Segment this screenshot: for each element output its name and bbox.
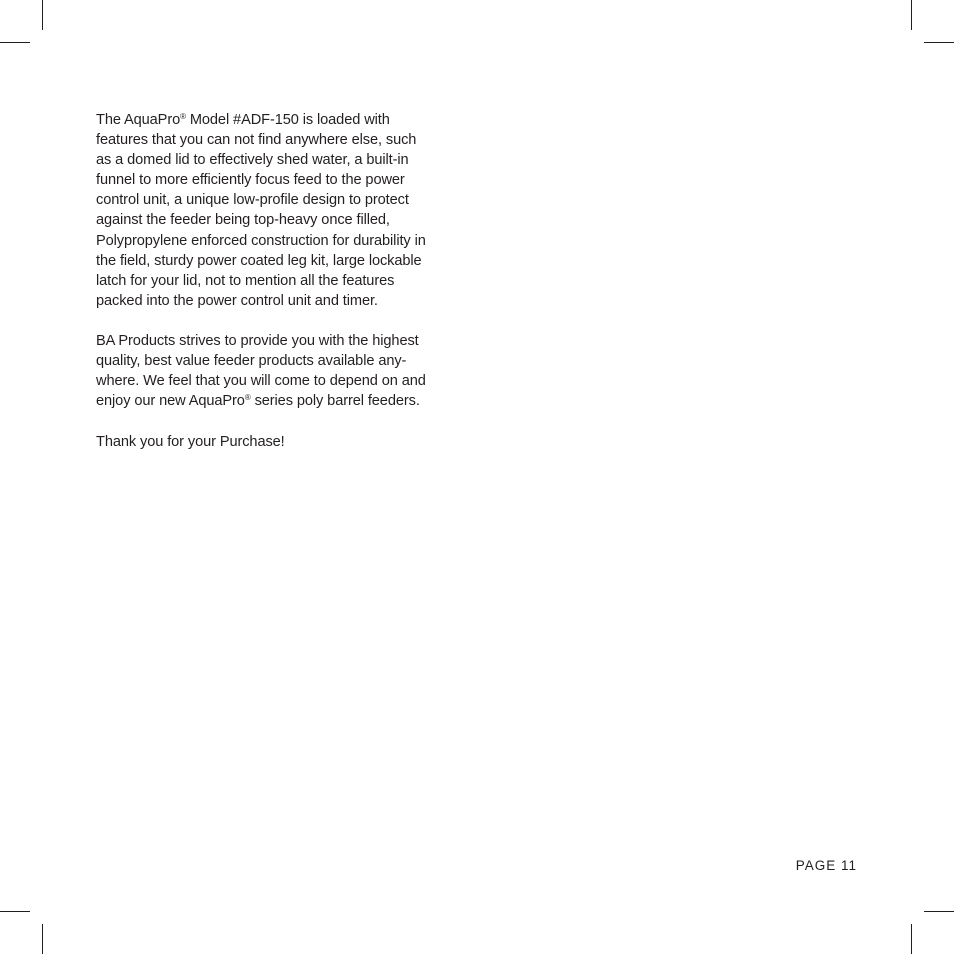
crop-mark-top-right-vertical <box>911 0 912 30</box>
intro-line-2: features that you can not find anywhere else, such <box>96 132 417 149</box>
intro-line-9: latch for your lid, not to mention all the features <box>96 272 395 289</box>
closing-paragraph <box>96 432 468 452</box>
closing-line: Thank you for your Purchase! <box>96 433 285 450</box>
intro-line-5: control unit, a unique low-profile design to protect <box>96 192 409 209</box>
crop-mark-bottom-left-horizontal <box>0 911 30 912</box>
commitment-line-4: enjoy our new AquaPro® series poly barrel feeders. <box>96 393 420 410</box>
commitment-paragraph <box>96 331 468 411</box>
crop-mark-top-left-horizontal <box>0 42 30 43</box>
intro-line-6: against the feeder being top-heavy once filled, <box>96 212 390 229</box>
commitment-line-3: where. We feel that you will come to depend on and <box>96 373 426 390</box>
commitment-line-1: BA Products strives to provide you with the highest <box>96 333 419 350</box>
crop-mark-bottom-right-horizontal <box>924 911 954 912</box>
intro-line-7: Polypropylene enforced construction for durability in <box>96 232 426 249</box>
commitment-line-2: quality, best value feeder products available any- <box>96 353 407 370</box>
registered-mark: ® <box>244 393 251 403</box>
registered-mark: ® <box>180 112 186 121</box>
intro-line-4: funnel to more efficiently focus feed to the power <box>96 172 405 189</box>
intro-line-3: as a domed lid to effectively shed water, a built-in <box>96 152 409 169</box>
body-text <box>96 110 468 472</box>
intro-line-10: packed into the power control unit and timer. <box>96 292 378 309</box>
crop-mark-top-right-horizontal <box>924 42 954 43</box>
page-number: PAGE 11 <box>795 858 857 873</box>
intro-line-8: the field, sturdy power coated leg kit, large lockable <box>96 252 422 269</box>
crop-mark-top-left-vertical <box>42 0 43 30</box>
intro-paragraph <box>96 110 468 311</box>
intro-line-1: The AquaPro® Model #ADF-150 is loaded with <box>96 112 390 128</box>
crop-mark-bottom-right-vertical <box>911 924 912 954</box>
crop-mark-bottom-left-vertical <box>42 924 43 954</box>
